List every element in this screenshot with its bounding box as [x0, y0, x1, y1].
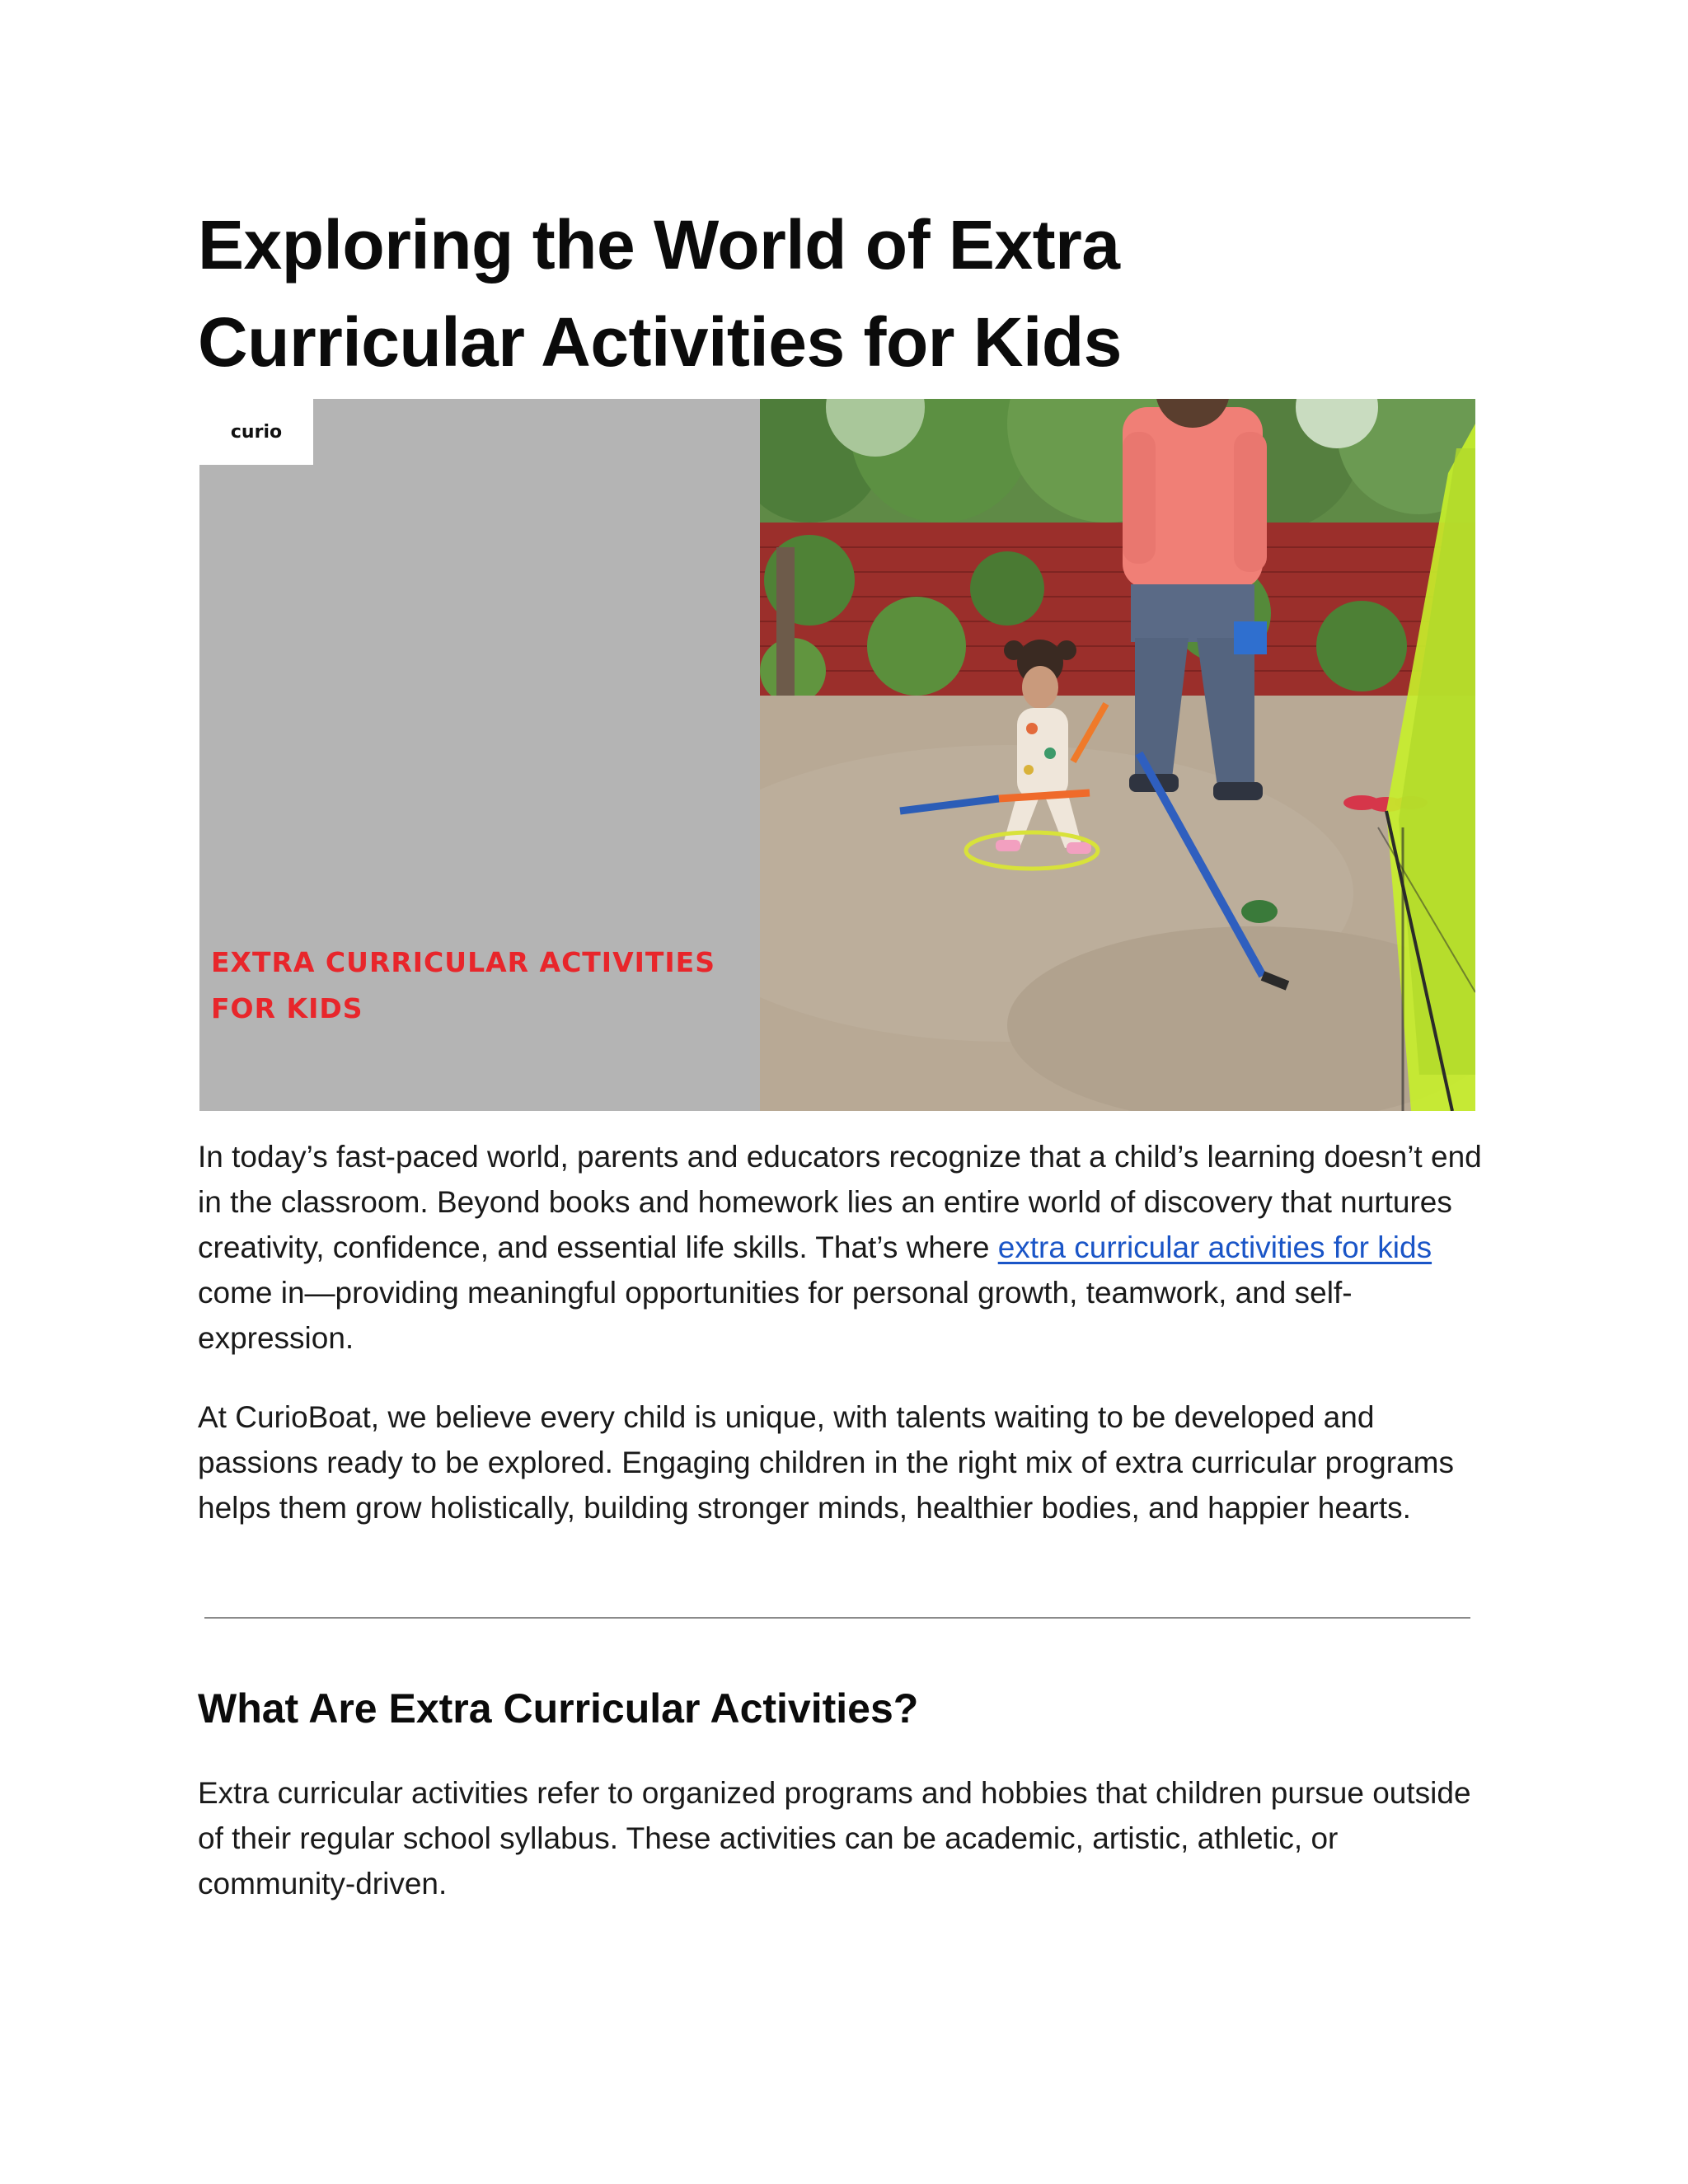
hero-caption: [211, 940, 755, 1032]
page-title-line-1: Exploring the World of Extra: [198, 206, 1120, 284]
hero-photo: [760, 399, 1475, 1111]
hero-caption-line-1: EXTRA CURRICULAR ACTIVITIES: [211, 946, 715, 978]
curio-logo-text: curio: [230, 421, 283, 443]
section-paragraph: Extra curricular activities refer to organized programs and hobbies that children pursue outside of their regular school syllabus. These activities can be academic, artistic, athletic, or community-driven.: [198, 1776, 1471, 1900]
hero-caption-line-2: FOR KIDS: [211, 992, 363, 1024]
page-title: [198, 196, 1484, 391]
page-title-line-2: Curricular Activities for Kids: [198, 303, 1122, 381]
intro-paragraph-text-before-link: In today’s fast-paced world, parents and educators recognize that a child’s learning doesn’t end in the classroom. Beyond books and homework lies an entire world of discovery that nurtures creativity, confidence, and essential life skills. That’s where: [198, 1140, 1482, 1264]
curioboat-paragraph: At CurioBoat, we believe every child is unique, with talents waiting to be developed and passions ready to be explored. Engaging children in the right mix of extra curricular programs helps them grow holistically, building stronger minds, healthier bodies, and happier hearts.: [198, 1400, 1454, 1525]
extra-curricular-activities-link[interactable]: extra curricular activities for kids: [997, 1230, 1432, 1264]
section-divider: [204, 1617, 1470, 1619]
hero-image: [199, 399, 1475, 1111]
hockey-photo-illustration: [760, 399, 1475, 1111]
intro-paragraph: [198, 1134, 1484, 1361]
curio-logo: [199, 399, 313, 465]
hero-graphic-panel: [199, 399, 760, 1111]
section-heading: What Are Extra Curricular Activities?: [198, 1685, 919, 1732]
intro-paragraph-text-after-link: come in—providing meaningful opportunities for personal growth, teamwork, and self-expression.: [198, 1276, 1353, 1355]
